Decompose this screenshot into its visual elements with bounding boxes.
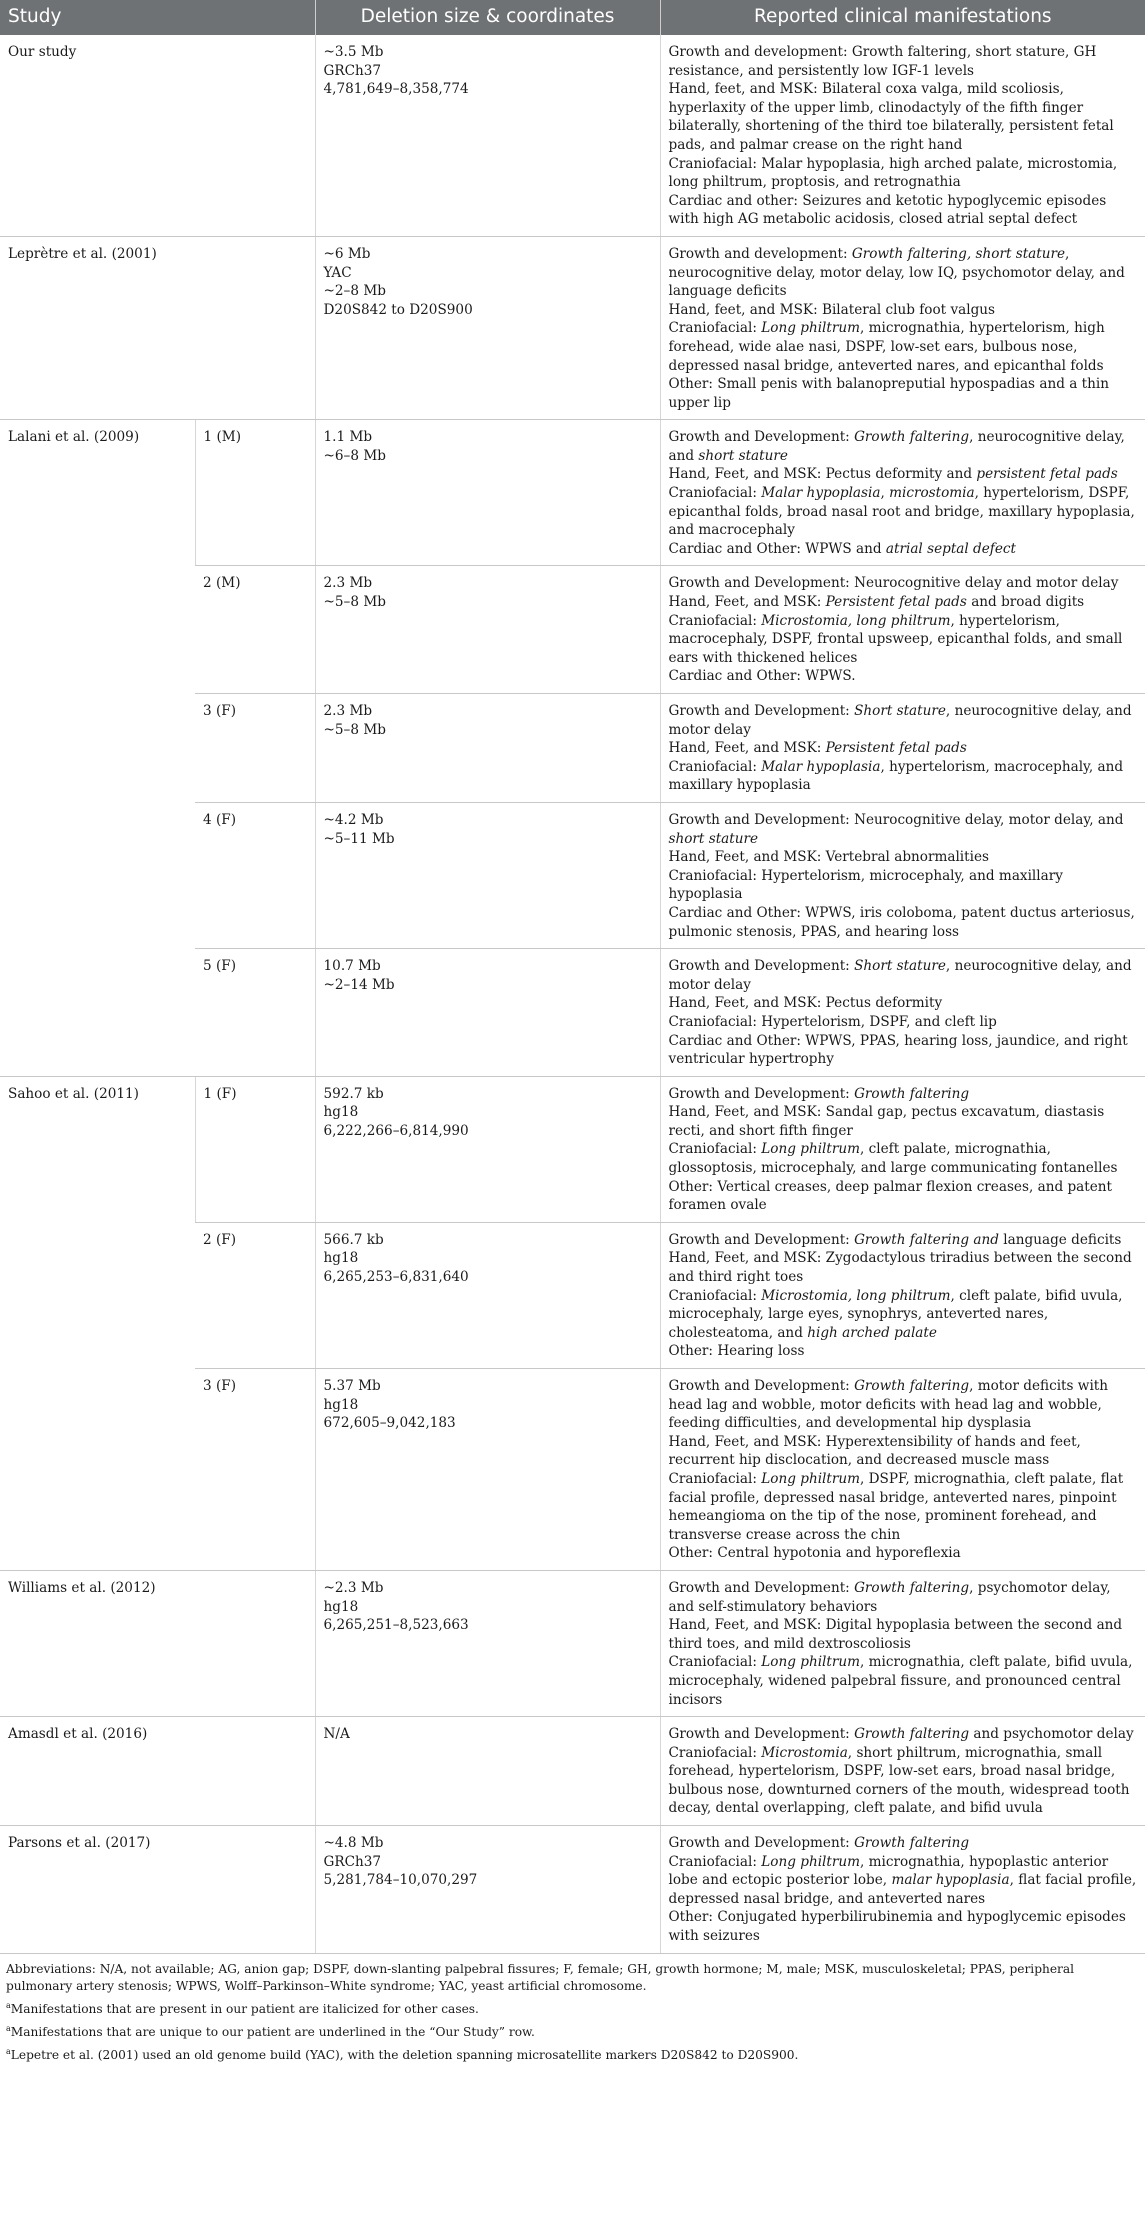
deletion-line: ~5–8 Mb bbox=[323, 721, 386, 738]
header-manifestations: Reported clinical manifestations bbox=[660, 0, 1145, 35]
footnote-abbreviations: Abbreviations: N/A, not available; AG, anion gap; DSPF, down-slanting palpebral fissures; F, female; GH, growth hormone; M, male; MSK, musculoskeletal; PPAS, peripheral pulmonary artery stenosis; WPWS, Wolff–Parkinson–White syndrome; YAC, yeast artificial chromosome. bbox=[6, 1961, 1075, 1993]
manifestation-line: Growth and Development: Growth faltering bbox=[668, 1835, 970, 1852]
manifestation-line: Cardiac and Other: WPWS and atrial septal defect bbox=[668, 540, 1016, 557]
manifestation-line: Hand, Feet, and MSK: Pectus deformity bbox=[668, 995, 943, 1012]
deletion-line: 4,781,649–8,358,774 bbox=[323, 81, 469, 98]
deletion-cell bbox=[315, 802, 660, 948]
deletion-line: ~5–11 Mb bbox=[323, 830, 395, 847]
manifestation-line: Cardiac and Other: WPWS, iris coloboma, patent ductus arteriosus, pulmonic stenosis, PPAS, and hearing loss bbox=[668, 904, 1135, 940]
manifestation-line: Other: Conjugated hyperbilirubinemia and hypoglycemic episodes with seizures bbox=[668, 1909, 1126, 1945]
deletion-line: ~3.5 Mb bbox=[323, 44, 384, 60]
study-cell: Lalani et al. (2009) bbox=[0, 420, 195, 1076]
manifestation-line: Growth and development: Growth faltering, short stature, GH resistance, and persistently low IGF-1 levels bbox=[668, 44, 1097, 79]
deletion-cell bbox=[315, 1570, 660, 1716]
deletion-line: ~2–14 Mb bbox=[323, 976, 395, 993]
manifestation-line: Other: Hearing loss bbox=[668, 1343, 805, 1360]
header-study: Study bbox=[0, 0, 315, 35]
manifestation-line: Growth and Development: Growth faltering bbox=[668, 1085, 970, 1102]
manifestation-line: Growth and Development: Growth faltering, psychomotor delay, and self-stimulatory behaviors bbox=[668, 1579, 1111, 1615]
footnote-underlined bbox=[6, 2020, 1139, 2041]
footnote-marker: a bbox=[6, 2023, 11, 2033]
study-cell: Amasdl et al. (2016) bbox=[0, 1717, 315, 1826]
manifestation-line: Craniofacial: Microstomia, short philtrum, micrognathia, small forehead, hypertelorism, DSPF, low-set ears, broad nasal bridge, bulbous nose, downturned corners of the mouth, widespread tooth decay, dental overlapping, cleft palate, and bifid uvula bbox=[668, 1744, 1130, 1817]
deletion-line: 2.3 Mb bbox=[323, 703, 373, 719]
deletion-line: 672,605–9,042,183 bbox=[323, 1415, 456, 1432]
deletion-cell bbox=[315, 1826, 660, 1954]
case-cell: 2 (F) bbox=[195, 1222, 315, 1368]
deletion-cell bbox=[315, 1717, 660, 1826]
manifestation-line: Hand, Feet, and MSK: Zygodactylous triradius between the second and third right toes bbox=[668, 1250, 1132, 1286]
manifestation-line: Growth and Development: Growth faltering and language deficits bbox=[668, 1231, 1122, 1248]
table-row bbox=[0, 1076, 1145, 1222]
manifestation-line: Craniofacial: Hypertelorism, DSPF, and cleft lip bbox=[668, 1013, 997, 1030]
study-cell: Leprètre et al. (2001) bbox=[0, 236, 315, 419]
manifestation-line: Other: Small penis with balanopreputial hypospadias and a thin upper lip bbox=[668, 376, 1109, 411]
footnote-marker: a bbox=[6, 2000, 11, 2010]
table-body bbox=[0, 35, 1145, 1953]
table-row bbox=[0, 1717, 1145, 1826]
deletion-line: ~4.2 Mb bbox=[323, 811, 384, 828]
manifestation-line: Growth and Development: Growth faltering and psychomotor delay bbox=[668, 1726, 1134, 1743]
case-cell: 1 (F) bbox=[195, 1076, 315, 1222]
manifestations-cell bbox=[660, 236, 1145, 419]
manifestation-line: Cardiac and other: Seizures and ketotic hypoglycemic episodes with high AG metabolic acidosis, closed atrial septal defect bbox=[668, 192, 1107, 228]
deletion-line: ~2–8 Mb bbox=[323, 283, 386, 300]
header-deletion: Deletion size & coordinates bbox=[315, 0, 660, 35]
manifestation-line: Hand, Feet, and MSK: Persistent fetal pads and broad digits bbox=[668, 594, 1085, 611]
deletion-line: 10.7 Mb bbox=[323, 958, 381, 975]
manifestation-line: Growth and Development: Short stature, neurocognitive delay, and motor delay bbox=[668, 703, 1132, 738]
manifestations-cell bbox=[660, 35, 1145, 236]
case-cell: 2 (M) bbox=[195, 566, 315, 694]
study-cell: Our study bbox=[0, 35, 315, 236]
table-row bbox=[0, 236, 1145, 419]
manifestations-cell bbox=[660, 1222, 1145, 1368]
manifestation-line: Hand, Feet, and MSK: Persistent fetal pads bbox=[668, 740, 967, 757]
manifestation-line: Cardiac and Other: WPWS, PPAS, hearing loss, jaundice, and right ventricular hypertrophy bbox=[668, 1032, 1128, 1068]
manifestation-line: Growth and Development: Growth faltering, neurocognitive delay, and short stature bbox=[668, 429, 1125, 464]
table-row bbox=[0, 35, 1145, 236]
deletion-cell bbox=[315, 420, 660, 566]
manifestation-line: Hand, Feet, and MSK: Sandal gap, pectus excavatum, diastasis recti, and short fifth finger bbox=[668, 1104, 1105, 1139]
deletion-line: hg18 bbox=[323, 1598, 359, 1615]
manifestations-cell bbox=[660, 949, 1145, 1077]
footnote-text: Manifestations that are unique to our patient are underlined in the “Our Study” row. bbox=[10, 2024, 535, 2039]
deletion-line: hg18 bbox=[323, 1250, 359, 1267]
manifestation-line: Hand, Feet, and MSK: Digital hypoplasia between the second and third toes, and mild dextroscoliosis bbox=[668, 1617, 1123, 1652]
manifestation-line: Other: Central hypotonia and hyporeflexia bbox=[668, 1545, 961, 1562]
deletion-cell bbox=[315, 1076, 660, 1222]
manifestation-line: Growth and Development: Neurocognitive delay, motor delay, and short stature bbox=[668, 811, 1124, 847]
manifestation-line: Hand, Feet, and MSK: Hyperextensibility of hands and feet, recurrent hip disclocation, and decreased muscle mass bbox=[668, 1433, 1081, 1469]
deletion-line: 592.7 kb bbox=[323, 1085, 384, 1102]
manifestations-cell bbox=[660, 1369, 1145, 1571]
manifestation-line: Other: Vertical creases, deep palmar flexion creases, and patent foramen ovale bbox=[668, 1178, 1113, 1214]
table-row bbox=[0, 1570, 1145, 1716]
deletion-line: ~6 Mb bbox=[323, 245, 371, 262]
deletion-line: ~4.8 Mb bbox=[323, 1835, 384, 1852]
deletion-line: ~6–8 Mb bbox=[323, 447, 386, 464]
deletion-line: 1.1 Mb bbox=[323, 429, 373, 446]
deletion-line: 5.37 Mb bbox=[323, 1378, 381, 1394]
deletion-line: hg18 bbox=[323, 1104, 359, 1121]
manifestation-line: Hand, feet, and MSK: Bilateral coxa valga, mild scoliosis, hyperlaxity of the upper limb, clinodactyly of the fifth finger bilaterally, shortening of the third toe bilaterally, persistent fetal pads, and palmar crease on the right hand bbox=[668, 81, 1114, 153]
manifestations-cell bbox=[660, 1570, 1145, 1716]
deletion-line: 566.7 kb bbox=[323, 1231, 384, 1248]
deletion-line: 5,281,784–10,070,297 bbox=[323, 1872, 478, 1889]
table-header-row bbox=[0, 0, 1145, 35]
manifestation-line: Growth and development: Growth faltering, short stature, neurocognitive delay, motor delay, low IQ, psychomotor delay, and language deficits bbox=[668, 245, 1125, 300]
manifestation-line: Hand, Feet, and MSK: Vertebral abnormalities bbox=[668, 849, 989, 866]
manifestation-line: Craniofacial: Malar hypoplasia, hypertelorism, macrocephaly, and maxillary hypoplasia bbox=[668, 758, 1124, 794]
deletion-line: ~5–8 Mb bbox=[323, 594, 386, 611]
manifestation-line: Hand, feet, and MSK: Bilateral club foot valgus bbox=[668, 301, 996, 318]
case-cell: 3 (F) bbox=[195, 694, 315, 803]
study-cell: Sahoo et al. (2011) bbox=[0, 1076, 195, 1570]
deletion-cell bbox=[315, 694, 660, 803]
deletion-line: 6,265,251–8,523,663 bbox=[323, 1617, 469, 1634]
footnote-genome-build bbox=[6, 2043, 1139, 2064]
manifestation-line: Craniofacial: Long philtrum, DSPF, micrognathia, cleft palate, flat facial profile, depressed nasal bridge, anteverted nares, pinpoint hemeangioma on the tip of the nose, prominent forehead, and transverse crease across the chin bbox=[668, 1470, 1124, 1543]
deletion-line: YAC bbox=[323, 264, 352, 281]
deletion-line: ~2.3 Mb bbox=[323, 1579, 384, 1596]
manifestations-cell bbox=[660, 1717, 1145, 1826]
manifestations-cell bbox=[660, 802, 1145, 948]
case-cell: 3 (F) bbox=[195, 1369, 315, 1571]
footnote-italicized bbox=[6, 1997, 1139, 2018]
manifestation-line: Growth and Development: Short stature, neurocognitive delay, and motor delay bbox=[668, 958, 1132, 993]
manifestation-line: Craniofacial: Long philtrum, cleft palate, micrognathia, glossoptosis, microcephaly, and large communicating fontanelles bbox=[668, 1141, 1118, 1177]
deletion-line: 6,265,253–6,831,640 bbox=[323, 1269, 469, 1286]
deletion-line: 2.3 Mb bbox=[323, 575, 373, 592]
case-cell: 5 (F) bbox=[195, 949, 315, 1077]
manifestations-cell bbox=[660, 1076, 1145, 1222]
table-footnotes bbox=[0, 1954, 1145, 2064]
deletion-cell bbox=[315, 1369, 660, 1571]
deletion-line: D20S842 to D20S900 bbox=[323, 301, 473, 318]
table-row bbox=[0, 420, 1145, 566]
manifestation-line: Craniofacial: Microstomia, long philtrum, hypertelorism, macrocephaly, DSPF, frontal upsweep, epicanthal folds, and small ears with thickened helices bbox=[668, 612, 1123, 666]
deletion-cell bbox=[315, 1222, 660, 1368]
manifestation-line: Craniofacial: Long philtrum, micrognathia, cleft palate, bifid uvula, microcephaly, widened palpebral fissure, and pronounced central incisors bbox=[668, 1654, 1133, 1708]
manifestation-line: Cardiac and Other: WPWS. bbox=[668, 668, 856, 685]
study-cell: Parsons et al. (2017) bbox=[0, 1826, 315, 1954]
manifestation-line: Craniofacial: Long philtrum, micrognathia, hypertelorism, high forehead, wide alae nasi, DSPF, low-set ears, bulbous nose, depressed nasal bridge, anteverted nares, and epicanthal folds bbox=[668, 320, 1105, 374]
manifestations-cell bbox=[660, 420, 1145, 566]
manifestations-cell bbox=[660, 1826, 1145, 1954]
deletion-cell bbox=[315, 236, 660, 419]
manifestation-line: Growth and Development: Growth faltering, motor deficits with head lag and wobble, motor deficits with head lag and wobble, feeding difficulties, and developmental hip dysplasia bbox=[668, 1378, 1109, 1432]
manifestation-line: Craniofacial: Long philtrum, micrognathia, hypoplastic anterior lobe and ectopic posterior lobe, malar hypoplasia, flat facial profile, depressed nasal bridge, and anteverted nares bbox=[668, 1853, 1137, 1907]
deletion-cell bbox=[315, 949, 660, 1077]
manifestation-line: Hand, Feet, and MSK: Pectus deformity and persistent fetal pads bbox=[668, 466, 1118, 483]
manifestation-line: Craniofacial: Malar hypoplasia, microstomia, hypertelorism, DSPF, epicanthal folds, broad nasal root and bridge, maxillary hypoplasia, and macrocephaly bbox=[668, 485, 1135, 539]
table-row bbox=[0, 1826, 1145, 1954]
manifestation-line: Craniofacial: Hypertelorism, microcephaly, and maxillary hypoplasia bbox=[668, 867, 1063, 903]
manifestation-line: Craniofacial: Malar hypoplasia, high arched palate, microstomia, long philtrum, proptosis, and retrognathia bbox=[668, 155, 1118, 191]
footnote-marker: a bbox=[6, 2046, 11, 2056]
footnote-text: Lepetre et al. (2001) used an old genome build (YAC), with the deletion spanning microsatellite markers D20S842 to D20S900. bbox=[10, 2047, 799, 2062]
manifestations-cell bbox=[660, 566, 1145, 694]
deletion-line: GRCh37 bbox=[323, 1853, 382, 1870]
manifestations-cell bbox=[660, 694, 1145, 803]
manifestation-line: Growth and Development: Neurocognitive delay and motor delay bbox=[668, 575, 1119, 592]
study-cell: Williams et al. (2012) bbox=[0, 1570, 315, 1716]
deletion-cell bbox=[315, 566, 660, 694]
deletion-line: N/A bbox=[323, 1726, 350, 1743]
footnote-text: Manifestations that are present in our patient are italicized for other cases. bbox=[10, 2001, 479, 2016]
deletion-line: 6,222,266–6,814,990 bbox=[323, 1122, 469, 1139]
deletion-line: GRCh37 bbox=[323, 62, 382, 79]
deletion-line: hg18 bbox=[323, 1396, 359, 1413]
manifestation-line: Craniofacial: Microstomia, long philtrum, cleft palate, bifid uvula, microcephaly, large eyes, synophrys, anteverted nares, cholesteatoma, and high arched palate bbox=[668, 1287, 1123, 1341]
case-cell: 4 (F) bbox=[195, 802, 315, 948]
case-cell: 1 (M) bbox=[195, 420, 315, 566]
deletion-cell bbox=[315, 35, 660, 236]
